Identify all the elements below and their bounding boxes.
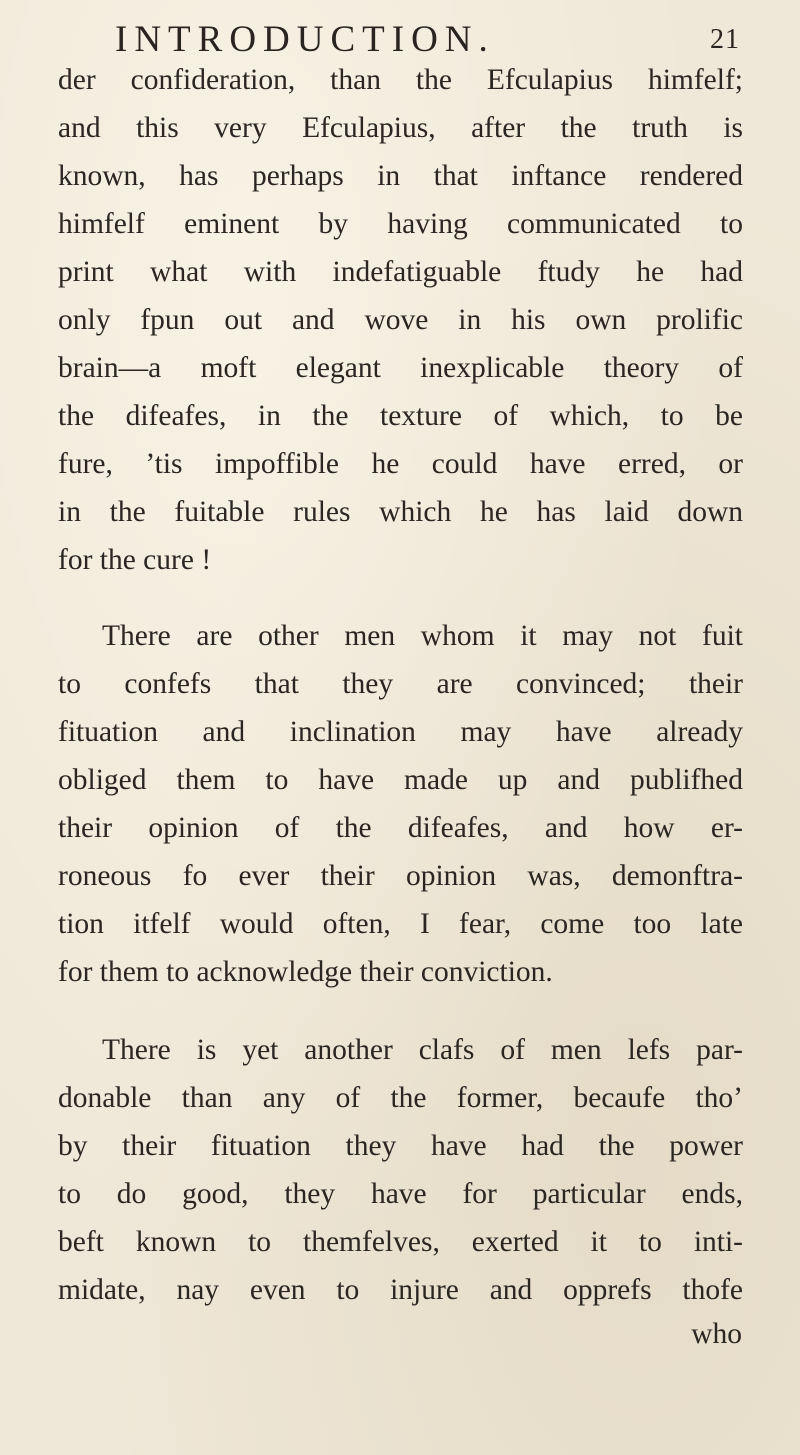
page-number: 21 [710,24,740,55]
text-line: to do good, they have for particular ends, [58,1178,743,1210]
text-line-last: for the cure ! [58,544,212,576]
text-line: roneous fo ever their opinion was, demonftra- [58,860,743,892]
text-line: to confefs that they are convinced; their [58,668,743,700]
text-line: their opinion of the difeafes, and how er- [58,812,743,844]
text-line: There are other men whom it may not fuit [102,620,743,652]
text-line: only fpun out and wove in his own prolific [58,304,743,336]
text-line-last: for them to acknowledge their conviction. [58,956,553,988]
text-line: fituation and inclination may have already [58,716,743,748]
text-line: obliged them to have made up and publifhed [58,764,743,796]
text-line: the difeafes, in the texture of which, to be [58,400,743,432]
catchword: who [691,1318,742,1350]
text-line: donable than any of the former, becaufe tho’ [58,1082,743,1114]
text-line: fure, ’tis impoffible he could have erred, or [58,448,743,480]
running-title: INTRODUCTION. [115,19,495,60]
text-line: tion itfelf would often, I fear, come too late [58,908,743,940]
text-line: himfelf eminent by having communicated to [58,208,743,240]
text-line: der confideration, than the Efculapius himfelf; [58,64,743,96]
text-line: known, has perhaps in that inftance rendered [58,160,743,192]
text-line: brain—a moft elegant inexplicable theory of [58,352,743,384]
text-line: midate, nay even to injure and opprefs thofe [58,1274,743,1306]
text-line: There is yet another clafs of men lefs par- [102,1034,743,1066]
text-line: print what with indefatiguable ftudy he had [58,256,743,288]
text-line: and this very Efculapius, after the truth is [58,112,743,144]
text-line: in the fuitable rules which he has laid down [58,496,743,528]
text-line: beft known to themfelves, exerted it to inti- [58,1226,743,1258]
text-line: by their fituation they have had the power [58,1130,743,1162]
